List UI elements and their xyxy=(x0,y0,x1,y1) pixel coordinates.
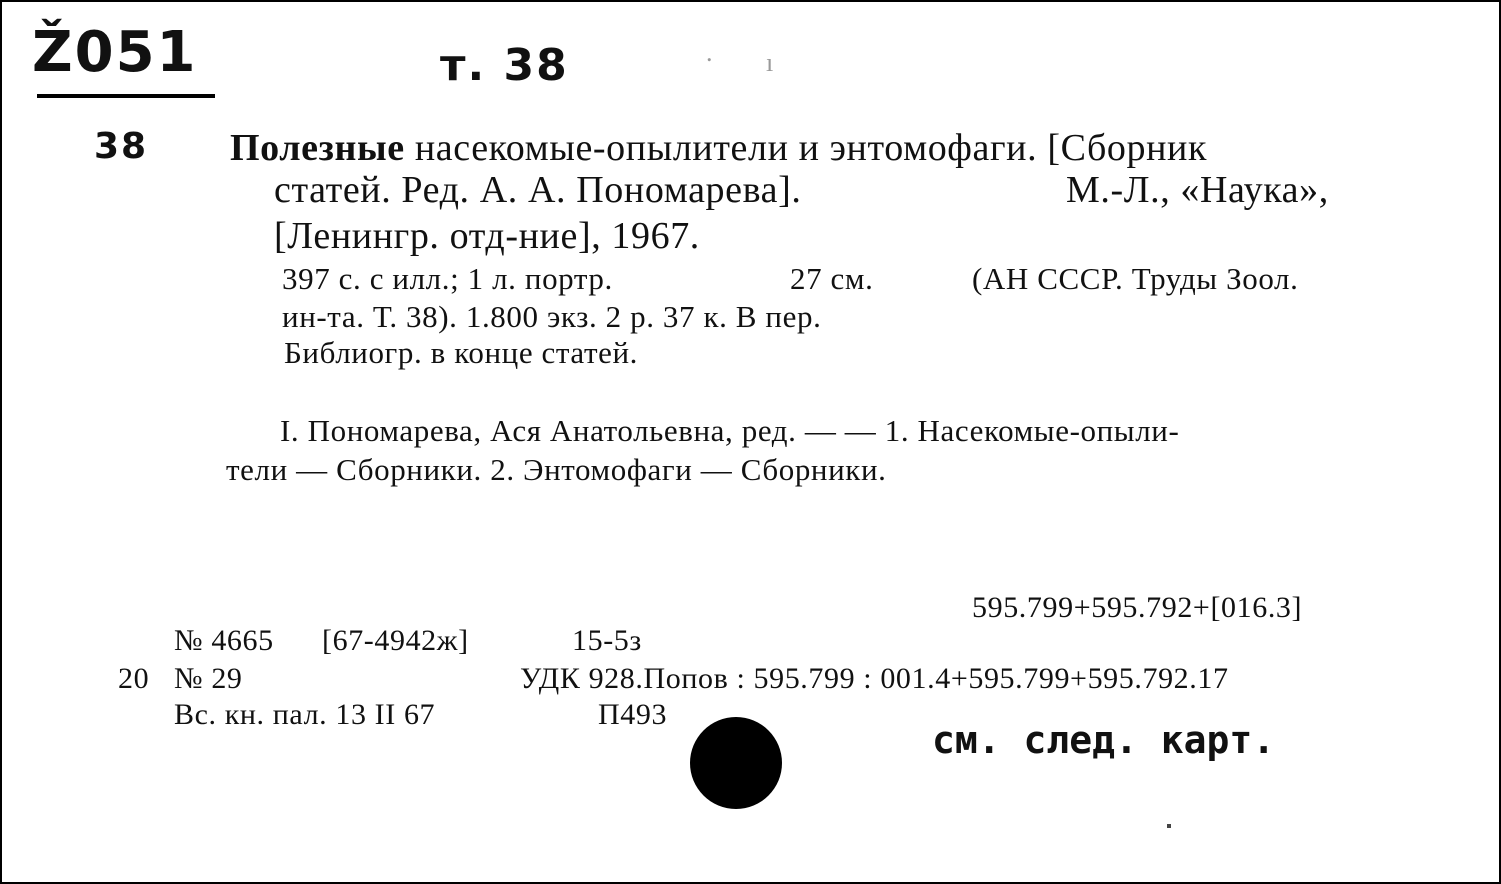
classification-code: 595.799+595.792+[016.3] xyxy=(972,591,1303,624)
twenty-mark: 20 xyxy=(118,662,150,695)
stray-mark: . xyxy=(706,38,713,67)
p493-code: П493 xyxy=(598,698,668,731)
description-1c: (АН СССР. Труды Зоол. xyxy=(972,261,1299,296)
title-line-2b: М.-Л., «Наука», xyxy=(1066,169,1329,211)
see-next-card-stamp: см. след. карт. xyxy=(932,718,1276,762)
description-1a: 397 с. с илл.; 1 л. портр. xyxy=(282,261,613,296)
description-2: ин-та. Т. 38). 1.800 экз. 2 р. 37 к. В пер. xyxy=(282,299,822,334)
code-1: [67-4942ж] xyxy=(322,624,469,657)
shelf-mark-underline xyxy=(37,94,215,98)
title-line-1 xyxy=(230,126,1207,170)
title-line-3: [Ленингр. отд-ние], 1967. xyxy=(274,215,700,257)
number-2: № 29 xyxy=(174,662,243,695)
udk-code: УДК 928.Попов : 595.799 : 001.4+595.799+595.792.17 xyxy=(520,662,1229,695)
title-rest: насекомые-опылители и энтомофаги. [Сборник xyxy=(414,127,1208,169)
title-bold-word: Полезные xyxy=(230,127,405,169)
number-1: № 4665 xyxy=(174,624,274,657)
registration-line: Вс. кн. пал. 13 II 67 xyxy=(174,698,436,731)
subject-line-2: тели — Сборники. 2. Энтомофаги — Сборники. xyxy=(226,452,887,487)
subject-line-1: I. Пономарева, Ася Анатольевна, ред. — — 1. Насекомые-опыли- xyxy=(280,413,1180,448)
description-3: Библиогр. в конце статей. xyxy=(284,335,639,370)
code-2: 15-5з xyxy=(572,624,642,657)
ink-speck xyxy=(1167,824,1171,828)
title-line-2a: статей. Ред. А. А. Пономарева]. xyxy=(274,169,802,211)
description-1b: 27 см. xyxy=(790,261,874,296)
volume-mark: т. 38 xyxy=(440,40,569,91)
shelf-mark: Ž051 xyxy=(32,20,198,85)
entry-number: 38 xyxy=(94,126,149,167)
stray-mark: ı xyxy=(766,48,774,77)
punch-hole xyxy=(690,717,782,809)
